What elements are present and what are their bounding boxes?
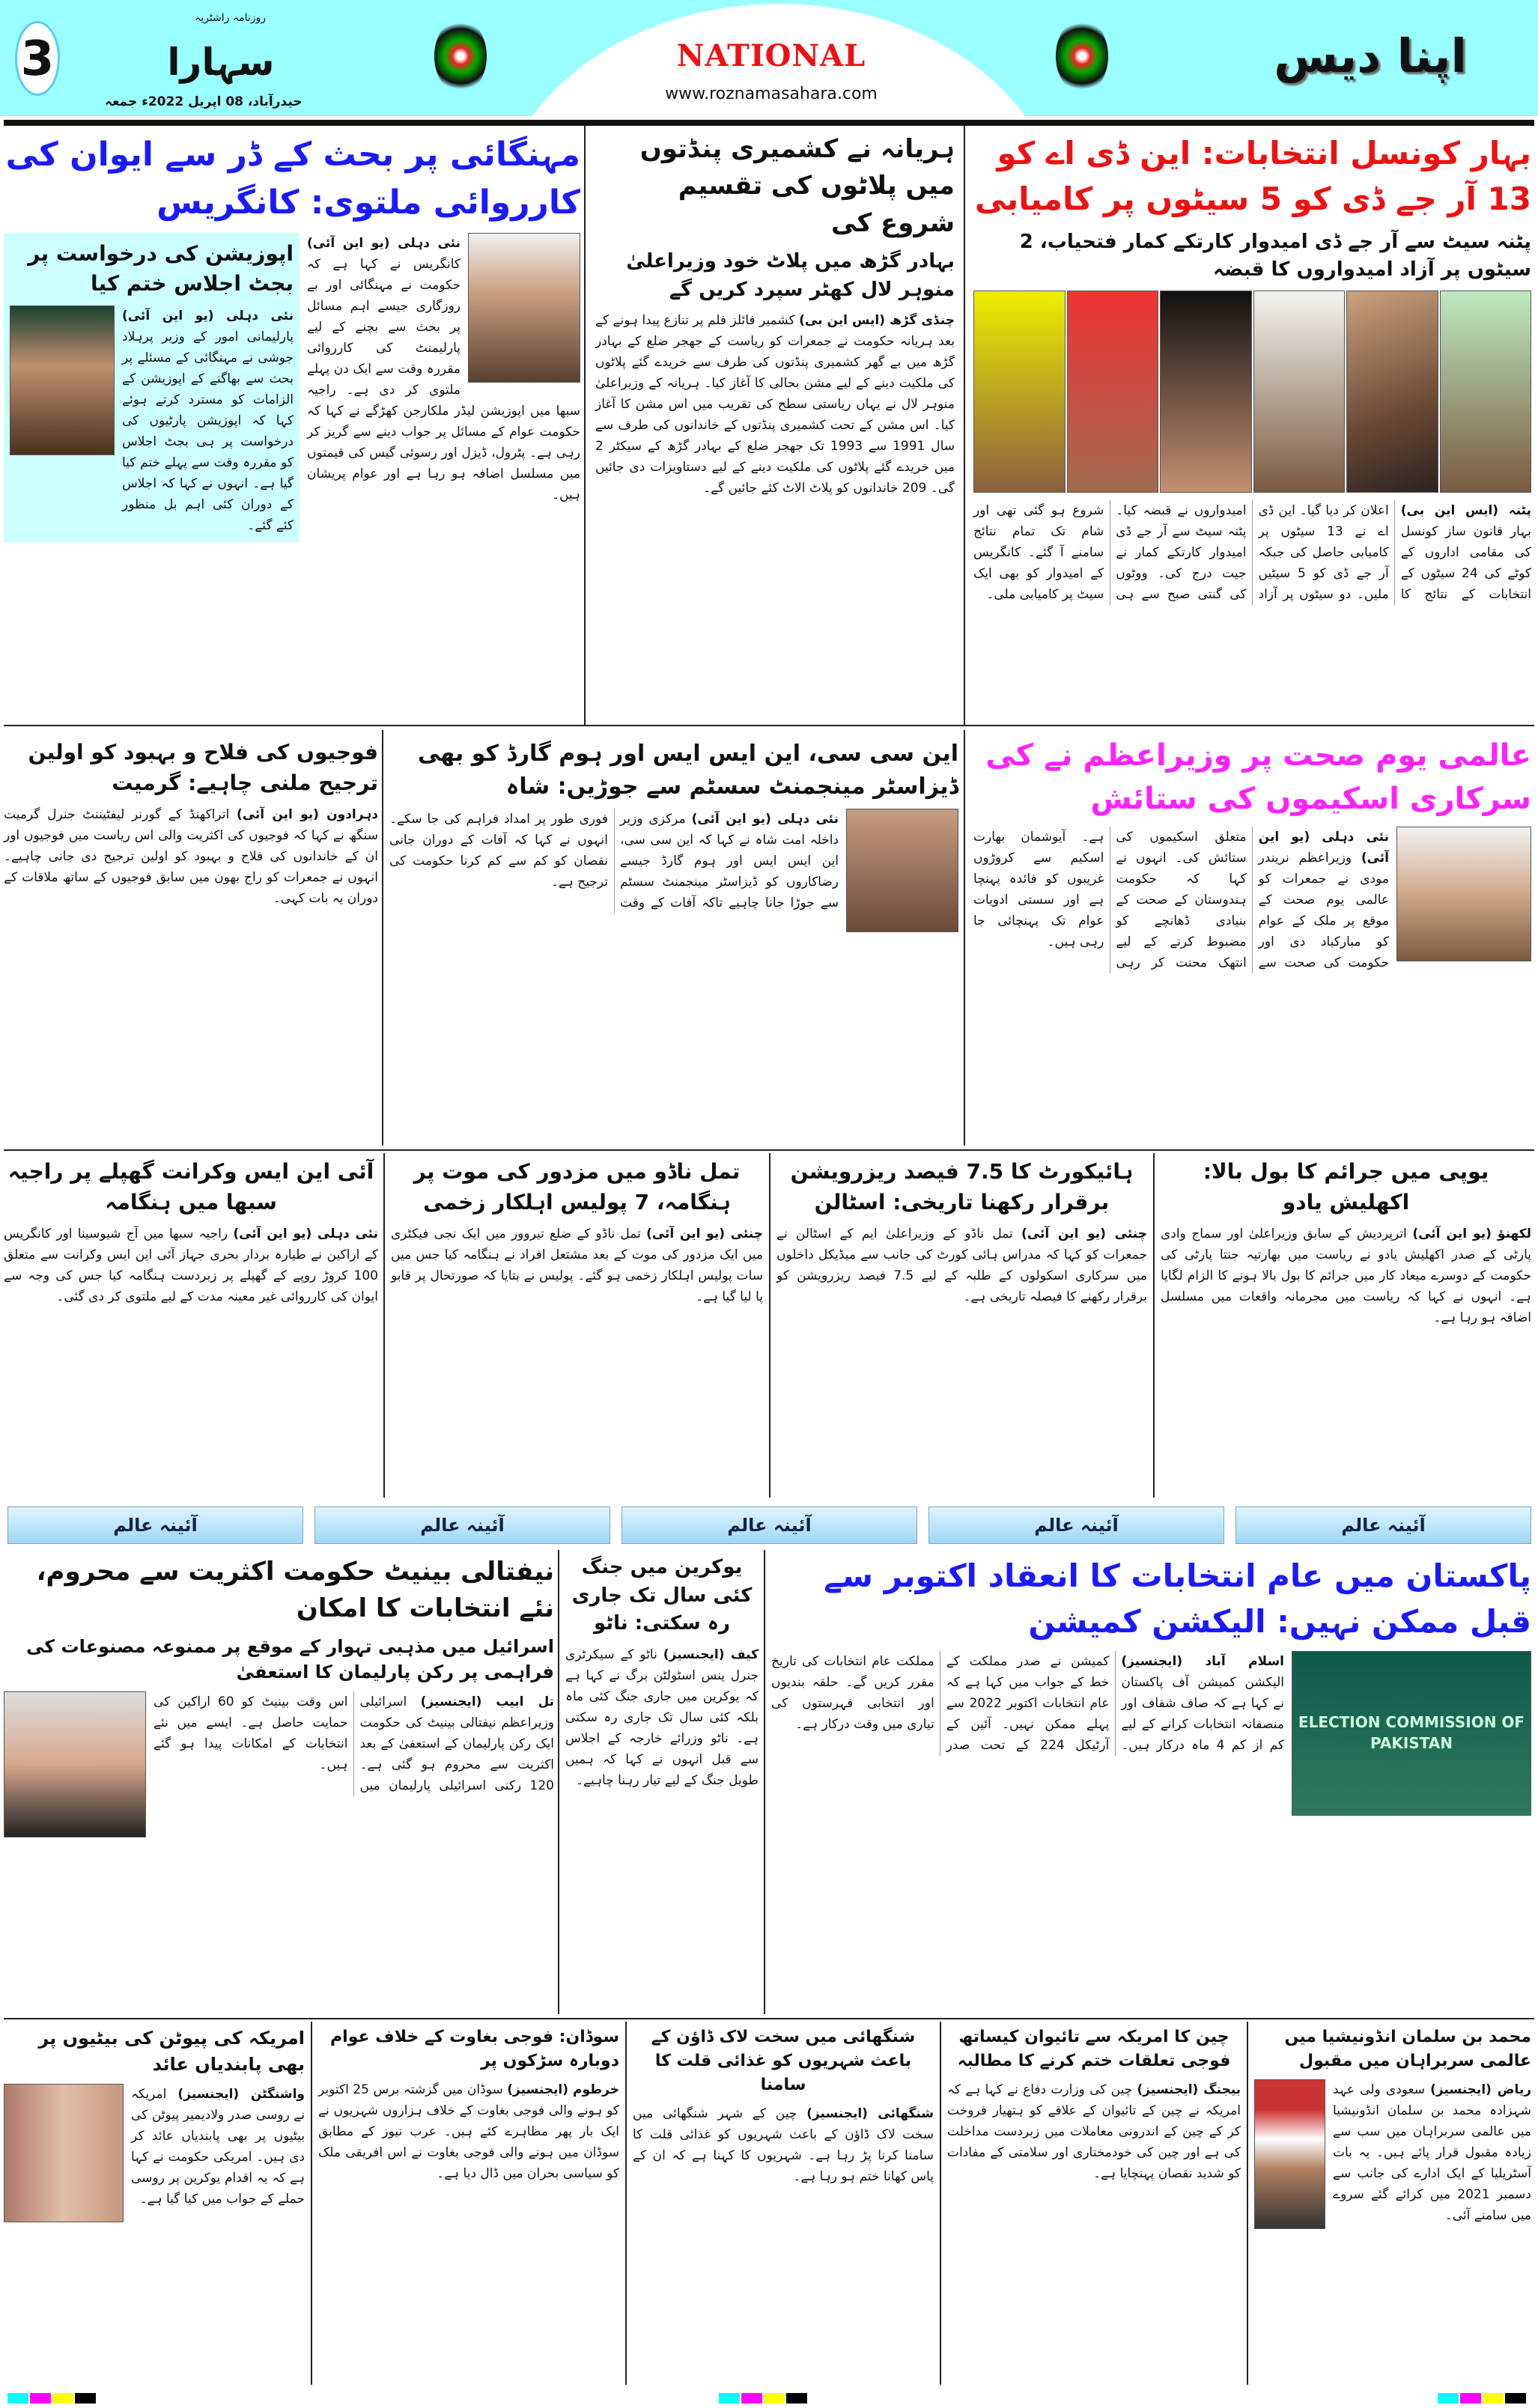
photo-mbs [1254, 2079, 1325, 2229]
registration-mark [764, 2393, 785, 2404]
section-title: NATIONAL [676, 38, 866, 73]
story-ukraine-nato [565, 1554, 759, 1791]
body-text: اسرائیلی وزیراعظم نیفتالی بینیٹ کی حکومت ایک رکن پارلیمان کے استعفیٰ کے بعد اکثریت سے محروم ہو گئی ہے۔ 120 رکنی اسرائیلی پارلیمان میں اس وقت بینیٹ کو 60 اراکین کی حمایت حاصل ہے۔ ایسے میں نئے انتخابات کے امکانات پیدا ہو گئے ہیں۔ [154, 1694, 554, 1794]
column-divider [964, 126, 965, 725]
story-body [633, 2103, 934, 2187]
story-stalin [776, 1157, 1147, 1307]
body-text: راجیہ سبھا میں آج شیوسینا اور کانگریس کے اراکین نے طیارہ بردار بحری جہاز آئی این ایس وکرانت سے متعلق 100 کروڑ روپے کے گھپلے پر زبردست ہنگامہ کیا جس کی وجہ سے ایوان کی کارروائی غیر معینہ مدت کے لیے ملتوی کر دی گئی۔ [4, 1226, 378, 1305]
story-body [771, 1651, 1284, 1756]
column-divider [940, 2022, 941, 2385]
column-divider [625, 2022, 627, 2385]
column-divider [1247, 2022, 1248, 2385]
column-divider [1153, 1153, 1155, 1498]
story-row [771, 1651, 1531, 1816]
registration-mark [786, 2393, 807, 2404]
headline: چین کا امریکہ سے تائیوان کیساتھ فوجی تعلقات ختم کرنے کا مطالبہ [957, 2028, 1231, 2070]
body-text: مرکزی وزیر داخلہ امت شاہ نے کہا کہ این سی سی، این ایس ایس اور ہوم گارڈ جیسے رضاکاروں کو ڈیزاسٹر مینجمنٹ سسٹم سے جوڑا جانا چاہیے تاکہ آفات کے وقت فوری طور پر امداد فراہم کی جا سکے۔ انہوں نے کہا کہ آفات کے دوران جانی نقصان کو کم سے کم کرنا حکومت کی ترجیح ہے۔ [389, 812, 839, 910]
photo [1440, 291, 1532, 493]
body-text: الیکشن کمیشن آف پاکستان نے کہا ہے کہ صاف شفاف اور منصفانہ انتخابات کرانے کے لیے کم از کم 4 ماہ درکار ہیں۔ کمیشن نے صدر مملکت کے خط کے جواب میں کہا ہے کہ عام انتخابات اکتوبر 2022 سے پہلے ممکن نہیں۔ آئین کے آرٹیکل 224 کے تحت صدر مملکت عام انتخابات کی تاریخ مقرر کریں گے۔ حلقہ بندیوں اور انتخابی فہرستوں کی تیاری میں وقت درکار ہے۔ [771, 1653, 1284, 1753]
section-divider [4, 1149, 1534, 1151]
story-body [1333, 2079, 1531, 2226]
body-text: سوڈان میں گزشتہ برس 25 اکتوبر کو ہونے والی فوجی بغاوت کے خلاف ہزاروں شہریوں نے ایک بار پھر مظاہرے کئے ہیں۔ عرب نیوز کے مطابق سوڈان میں ہونے والی فوجی بغاوت نے اس افریقی ملک کو سیاسی بحران میں ڈال دیا ہے۔ [318, 2082, 619, 2181]
photo [973, 291, 1066, 493]
column-divider [311, 2022, 312, 2385]
dateline: نئی دہلی (یو این آئی) [233, 1226, 378, 1242]
headline: این سی سی، این ایس ایس اور ہوم گارڈ کو بھی ڈیزاسٹر مینجمنٹ سسٹم سے جوڑیں: شاہ [417, 741, 958, 800]
body-text: اترپردیش کے سابق وزیراعلیٰ اور سماج وادی پارٹی کے صدر اکھلیش یادو نے ریاست میں بھارتیہ جنتا پارٹی کی حکومت کے دوسرے میعاد کار میں جرائم کا بول بالا ہونے کا الزام لگایا ہے۔ انہوں نے کہا کہ ریاست میں مجرمانہ واقعات میں مسلسل اضافہ ہو رہا ہے۔ [1161, 1226, 1531, 1326]
headline: شنگھائی میں سخت لاک ڈاؤن کے باعث شہریوں کو غذائی قلت کا سامنا [651, 2028, 916, 2094]
headline: تمل ناڈو میں مزدور کی موت پر ہنگامہ، 7 پولیس اہلکار زخمی [413, 1159, 741, 1214]
photo [1253, 291, 1346, 493]
registration-mark [52, 2393, 73, 2404]
section-title-urdu: اپنا دیس [1274, 28, 1467, 83]
headline: عالمی یوم صحت پر وزیراعظم نے کی سرکاری اسکیموں کی ستائش [985, 738, 1531, 816]
registration-mark [30, 2393, 51, 2404]
headline: ہائیکورٹ کا 7.5 فیصد ریزرویشن برقرار رکھنا تاریخی: اسٹالن [790, 1159, 1134, 1214]
story-body [595, 310, 955, 499]
story-israel-bennett [4, 1554, 554, 1837]
story-row [4, 2084, 305, 2222]
dateline: چنئی (یو این آئی) [646, 1226, 764, 1242]
story-row [4, 233, 580, 542]
story-body [947, 2079, 1241, 2184]
headline: نیفتالی بینیٹ حکومت اکثریت سے محروم، نئے انتخابات کا امکان [36, 1557, 554, 1624]
registration-mark [75, 2393, 96, 2404]
section-banner: آئینہ عالم [1235, 1506, 1531, 1544]
story-ins-vikrant [4, 1157, 378, 1307]
story-body [318, 2079, 619, 2184]
headline: اپوزیشن کی درخواست پر بجٹ اجلاس ختم کیا [28, 240, 294, 297]
body-text: پارلیمانی امور کے وزیر پرہلاد جوشی نے مہنگائی کے مسئلے پر بحث سے بھاگنے کے اپوزیشن کے الزامات کو مسترد کرتے ہوئے کہا کہ اپوزیشن پارٹیوں کی درخواست پر ہی بجٹ اجلاس کو مقررہ وقت سے پہلے ختم کیا گیا ہے۔ انہوں نے کہا کہ اجلاس کے دوران کئی اہم بل منظور کئے گئے۔ [122, 329, 294, 533]
body-text: اتراکھنڈ کے گورنر لیفٹیننٹ جنرل گرمیت سنگھ نے کہا کہ فوجیوں کی اکثریت والی اس ریاست میں فوجیوں اور ان کے خاندانوں کی فلاح و بہبود کو اولین ترجیح دی جانی چاہیے۔ انہوں نے جمعرات کو راج بھون میں سابق فوجیوں کے ساتھ ملاقات کے دوران یہ بات کہی۔ [4, 807, 378, 907]
dateline: بیجنگ (ایجنسیز) [1137, 2082, 1241, 2097]
sunburst-icon [434, 19, 487, 94]
photo-pralhad-joshi [10, 305, 115, 455]
subhead: اسرائیل میں مذہبی تہوار کے موقع پر ممنوعہ مصنوعات کی فراہمی پر رکن پارلیمان کا استعفیٰ [25, 1635, 554, 1683]
dateline: چنڈی گڑھ (ایس این بی) [799, 313, 955, 329]
headline: پاکستان میں عام انتخابات کا انعقاد اکتوبر سے قبل ممکن نہیں: الیکشن کمیشن [824, 1557, 1531, 1640]
body-text: تمل ناڈو کے ضلع تیروور میں ایک نجی فیکٹری میں ایک مزدور کی موت کے بعد مشتعل افراد نے ہنگامہ کیا جس میں سات پولیس اہلکار زخمی ہو گئے۔ پولیس نے بتایا کہ صورتحال پر قابو پا لیا گیا ہے۔ [391, 1226, 763, 1305]
registration-mark [7, 2393, 28, 2404]
story-shanghai-lockdown [633, 2025, 934, 2187]
column-divider [383, 1153, 385, 1498]
headline: امریکہ کی پیوٹن کی بیٹیوں پر بھی پابندیاں عائد [38, 2028, 305, 2075]
photo-kharge [468, 233, 580, 383]
story-tamilnadu-labourer [391, 1157, 763, 1307]
photo-bennett [4, 1691, 146, 1837]
story-body [154, 1691, 554, 1796]
dateline: نئی دہلی (یو این آئی) [307, 235, 461, 251]
headline: فوجیوں کی فلاح و بہبود کو اولین ترجیح ملنی چاہیے: گرمیت [28, 740, 378, 795]
story-body [391, 1223, 763, 1307]
dateline: اسلام آباد (ایجنسیز) [1121, 1653, 1284, 1669]
paper-logo: سہارا [167, 40, 275, 84]
photo-election-commission: ELECTION COMMISSION OF PAKISTAN [1292, 1651, 1531, 1816]
story-row [1254, 2079, 1531, 2229]
story-mbs [1254, 2025, 1531, 2229]
issue-date: حیدرآباد، 08 اپریل 2022ء جمعہ [105, 94, 303, 109]
story-row [4, 1691, 554, 1837]
story-body [389, 809, 839, 913]
photo-modi [1396, 827, 1531, 961]
candidate-photos [973, 291, 1531, 493]
body-text: وزیراعظم نریندر مودی نے جمعرات کو عالمی یوم صحت کے موقع پر ملک کے عوام کو مبارکباد دی اور حکومت کی صحت سے متعلق اسکیموں کی ستائش کی۔ انہوں نے کہا کہ حکومت ہندوستان کے صحت کے بنیادی ڈھانچے کو مضبوط کرنے کے لیے انتھک محنت کر رہی ہے۔ آیوشمان بھارت اسکیم سے کروڑوں غریبوں کو فائدہ پہنچا ہے اور سستی ادویات عوام تک پہنچائی جا رہی ہیں۔ [973, 830, 1389, 970]
story-body [4, 1223, 378, 1307]
photo [1346, 291, 1438, 493]
story-bihar-council [973, 131, 1531, 605]
dateline: چنئی (یو این آئی) [1021, 1226, 1147, 1242]
story-soldiers-welfare [4, 738, 378, 909]
section-banner: آئینہ عالم [621, 1506, 917, 1544]
photo [1160, 291, 1252, 493]
headline: بہار کونسل انتخابات: این ڈی اے کو 13 آر جے ڈی کو 5 سیٹوں پر کامیابی [974, 135, 1531, 217]
dateline: لکھنؤ (یو این آئی) [1412, 1226, 1531, 1242]
story-akhilesh [1161, 1157, 1531, 1328]
body-text: امریکہ نے روسی صدر ولادیمیر پیوٹن کی بیٹیوں پر بھی پابندیاں عائد کر دی ہیں۔ امریکی حکومت نے کہا ہے کہ یہ اقدام یوکرین پر روسی حملے کے جواب میں کیا گیا ہے۔ [131, 2086, 305, 2207]
dateline: ریاض (ایجنسیز) [1430, 2082, 1531, 2097]
registration-mark [1505, 2393, 1526, 2404]
dateline: شنگھائی (ایجنسیز) [806, 2106, 934, 2121]
story-body [307, 233, 580, 505]
headline: محمد بن سلمان انڈونیشیا میں عالمی سربراہان میں مقبول [1284, 2028, 1531, 2070]
header-rule [4, 120, 1534, 126]
headline: یوکرین میں جنگ کئی سال تک جاری رہ سکتی: ناٹو [571, 1556, 753, 1635]
story-congress-inflation [4, 131, 580, 542]
sunburst-icon [1056, 19, 1108, 94]
section-banner: آئینہ عالم [928, 1506, 1224, 1544]
story-body [973, 500, 1531, 605]
headline: آئی این ایس وکرانت گھپلے پر راجیہ سبھا میں ہنگامہ [7, 1159, 374, 1214]
dateline: نئی دہلی (یو این آئی) [122, 308, 294, 323]
dateline: کیف (ایجنسیز) [663, 1647, 759, 1663]
story-pakistan-elections [771, 1554, 1531, 1816]
page-number: 3 [15, 21, 60, 96]
column-divider [382, 730, 383, 1146]
dateline: تل ابیب (ایجنسیز) [420, 1694, 555, 1710]
website-link[interactable]: www.roznamasahara.com [665, 85, 878, 103]
dateline: واشنگٹن (ایجنسیز) [177, 2086, 305, 2102]
story-body [131, 2084, 305, 2210]
column-divider [769, 1153, 770, 1498]
story-world-health-day [973, 734, 1531, 973]
photo-putin-daughters [4, 2084, 124, 2222]
column-divider [558, 1550, 559, 2014]
story-body [1161, 1223, 1531, 1328]
story-amit-shah [389, 738, 958, 932]
body-text: چین کے شہر شنگھائی میں سخت لاک ڈاؤن کے باعث شہریوں کو غذائی قلت کا سامنا کرنا پڑ رہا ہے۔ شہریوں کا کہنا ہے کہ ان کے پاس کھانا ختم ہو رہا ہے۔ [633, 2106, 934, 2184]
story-body [776, 1223, 1147, 1307]
sidebar-row [10, 305, 294, 536]
section-banner: آئینہ عالم [314, 1506, 610, 1544]
story-body [973, 827, 1389, 973]
dateline: خرطوم (ایجنسیز) [507, 2082, 619, 2097]
dateline: دہرادون (یو این آئی) [236, 807, 379, 823]
registration-mark [741, 2393, 762, 2404]
photo [1067, 291, 1159, 493]
dateline: نئی دہلی (یو این آئی) [1258, 830, 1389, 866]
body-text: ناٹو کے سیکرٹری جنرل ینس اسٹولٹن برگ نے کہا ہے کہ یوکرین میں جاری جنگ کئی ماہ بلکہ کئی سال تک جاری رہ سکتی ہے۔ ناٹو وزرائے خارجہ کے اجلاس سے قبل انہوں نے کہا کہ ہمیں طویل جنگ کے لیے تیار رہنا چاہیے۔ [565, 1647, 759, 1789]
headline: ہریانہ نے کشمیری پنڈتوں میں پلاٹوں کی تقسیم شروع کی [639, 134, 955, 238]
headline: یوپی میں جرائم کا بول بالا: اکھلیش یادو [1203, 1159, 1489, 1214]
registration-mark [1460, 2393, 1481, 2404]
story-row [389, 809, 958, 932]
section-divider [4, 725, 1534, 726]
story-china-taiwan [947, 2025, 1241, 2184]
story-body [565, 1644, 759, 1791]
registration-mark [719, 2393, 740, 2404]
column-divider [964, 730, 965, 1146]
photo-amit-shah [846, 809, 958, 932]
registration-mark [1483, 2393, 1504, 2404]
column-divider [764, 1550, 765, 2014]
section-banner: آئینہ عالم [7, 1506, 303, 1544]
paper-tagline: روزنامہ راشٹریہ [195, 12, 267, 24]
sidebar-box [4, 233, 300, 542]
dateline: پٹنہ (ایس این بی) [1400, 503, 1531, 519]
subhead: بہادر گڑھ میں پلاٹ خود وزیراعلیٰ منوہر لال کھٹر سپرد کریں گے [626, 249, 955, 301]
story-haryana-plots [595, 131, 955, 499]
story-body [122, 305, 294, 536]
column-divider [584, 126, 586, 725]
headline: مہنگائی پر بحث کے ڈر سے ایوان کی کارروائی ملتوی: کانگریس [5, 136, 580, 222]
body-text: سعودی ولی عہد شہزادہ محمد بن سلمان انڈونیشیا میں عالمی سربراہان میں سب سے زیادہ مقبول قرار پائے ہیں۔ یہ بات آسٹریلیا کے ایک ادارے کی جانب سے دسمبر 2021 میں کرائے گئے سروے میں سامنے آئی۔ [1333, 2082, 1531, 2223]
subhead: پٹنہ سیٹ سے آر جے ڈی امیدوار کارتکے کمار فتحیاب، 2 سیٹوں پر آزاد امیدواروں کا قبضہ [1019, 230, 1531, 282]
dateline: نئی دہلی (یو این آئی) [691, 812, 839, 827]
body-text: کانگریس نے کہا ہے کہ حکومت نے مہنگائی اور بے روزگاری جیسے اہم مسائل پر بحث سے بچنے کے لیے پارلیمنٹ کی کارروائی مقررہ وقت سے ایک دن پہلے ملتوی کر دی ہے۔ راجیہ سبھا میں اپوزیشن لیڈر ملکارجن کھڑگے نے کہا کہ حکومت عوام کے مسائل پر جواب دینے سے گریز کر رہی ہے۔ پٹرول، ڈیزل اور رسوئی گیس کی قیمتوں میں مسلسل اضافہ ہو رہا ہے اور عوام پریشان ہیں۔ [307, 256, 580, 502]
story-row [973, 827, 1531, 973]
story-body [4, 804, 378, 909]
registration-mark [1438, 2393, 1459, 2404]
story-putin-daughters [4, 2025, 305, 2222]
body-text: تمل ناڈو کے وزیراعلیٰ ایم کے اسٹالن نے جمعرات کو کہا کہ مدراس ہائی کورٹ کی جانب سے میڈیکل داخلوں میں سرکاری اسکولوں کے طلبہ کے لیے 7.5 فیصد ریزرویشن کو برقرار رکھنے کا فیصلہ تاریخی ہے۔ [776, 1226, 1147, 1305]
story-sudan-protests [318, 2025, 619, 2184]
headline: سوڈان: فوجی بغاوت کے خلاف عوام دوبارہ سڑکوں پر [330, 2028, 619, 2070]
body-text: چین کی وزارت دفاع نے کہا ہے کہ امریکہ نے چین کے تائیوان کے علاقے کو ہتھیار فروخت کر کے چین کے اندرونی معاملات میں زبردست مداخلت کی ہے اور چین کی خودمختاری اور سلامتی کے مفادات کو شدید نقصان پہنچایا ہے۔ [947, 2082, 1241, 2181]
section-divider [4, 2018, 1534, 2019]
body-text: بہار قانون ساز کونسل کی مقامی اداروں کے کوٹے کی 24 سیٹوں کے انتخابات کے نتائج کا اعلان کر دیا گیا۔ این ڈی اے نے 13 سیٹوں پر کامیابی حاصل کی جبکہ آر جے ڈی کو 5 سیٹیں ملیں۔ دو سیٹوں پر آزاد امیدواروں نے قبضہ کیا۔ پٹنہ سیٹ سے آر جے ڈی امیدوار کارتکے کمار نے جیت درج کی۔ ووٹوں کی گنتی صبح سے ہی شروع ہو گئی تھی اور شام تک تمام نتائج سامنے آ گئے۔ کانگریس کے امیدوار کو بھی ایک سیٹ پر کامیابی ملی۔ [973, 503, 1531, 603]
body-text: کشمیر فائلز فلم پر تنازع پیدا ہونے کے بعد ہریانہ حکومت نے جمعرات کو ریاست کے جھجر ضلع کے بہادر گڑھ میں بے گھر کشمیری پنڈتوں کی طرف سے خریدے گئے پلاٹوں کی ملکیت دینے کے لیے مشن بحالی کا آغاز کیا۔ ہریانہ کے وزیراعلیٰ منوہر لال نے یہاں ریاستی سطح کی تقریب میں اس مشن کا آغاز کیا۔ اس مشن کے تحت کشمیری پنڈتوں کے خاندانوں کی طرف سے سال 1991 سے 1993 تک جھجر ضلع کے بہادر گڑھ کے سیکٹر 2 میں خریدے گئے پلاٹوں کی ملکیت دینے کے لیے دستاویزات دی جائیں گی۔ 209 خاندانوں کو پلاٹ الاٹ کئے جائیں گے۔ [595, 313, 955, 496]
